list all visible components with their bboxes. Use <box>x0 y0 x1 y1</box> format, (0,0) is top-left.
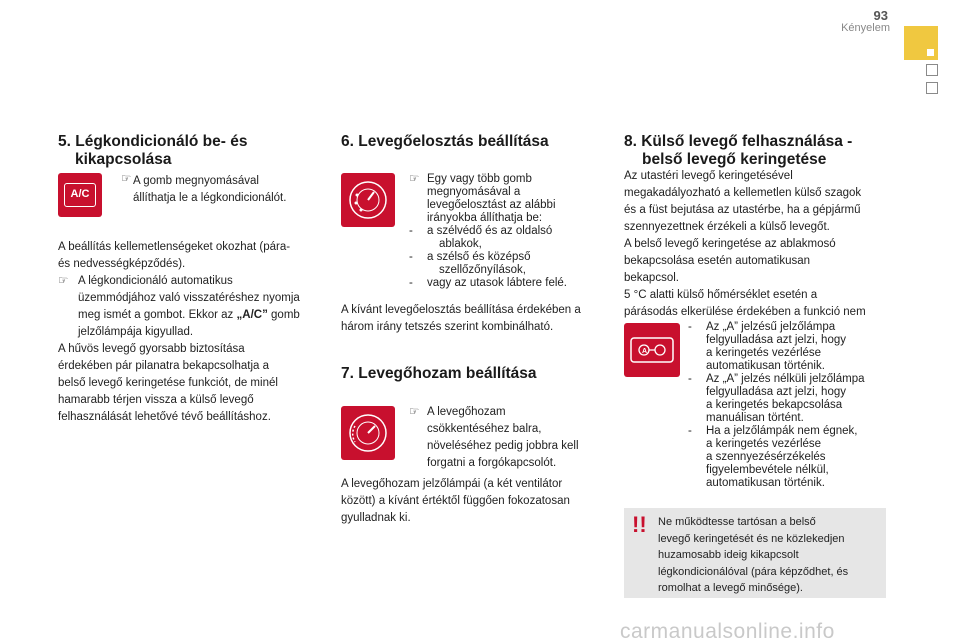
section6-heading: 6. Levegőelosztás beállítása <box>341 133 549 150</box>
hand-pointer-icon: ☞ <box>409 173 420 185</box>
warning-exclamation-icon: !! <box>632 512 647 537</box>
air-distribution-dial-icon <box>341 173 395 227</box>
section5-body: A beállítás kellemetlenségeket okozhat (pára- és nedvességképződés). ☞ A légkondicionáló automatikus üzemmódjához való visszatéréshez nyomja meg ismét a gombot. Ekkor az „A/C” gomb jelzőlámpája kigyullad. A hűvös levegő gyorsabb biztosítása érdekében pár pilanatra bekapcsolhatja a belső levegő keringetése funkciót, de minél hamarabb térjen vissza a külső levegő felhasználását lehetővé tévő beállításhoz. <box>58 241 300 423</box>
page-number: 93 <box>873 8 888 23</box>
warning-text: Ne működtesse tartósan a belső levegő keringetését és ne közlekedjen huzamosabb ideig kikapcsolt légkondicionálóval (pára képződhet, és romolhat a levegő minősége). <box>658 516 849 594</box>
section6-bullet: ☞ Egy vagy több gomb megnyomásával a levegőelosztást az alábbi irányokba állíthatja be: - a szélvédő és az oldalsó ablakok, - a szélső és középső szellőzőnyílások, - vagy az utasok lábtere felé. <box>409 173 599 290</box>
chapter-tab-marker <box>904 26 938 60</box>
list-item: - Ha a jelzőlámpák nem égnek, a keringetés vezérlése a szennyezésérzékelés figyelembevétele nélkül, automatikusan történik. <box>688 425 858 489</box>
list-item: - vagy az utasok lábtere felé. <box>409 277 567 289</box>
hand-pointer-icon: ☞ <box>121 173 132 185</box>
svg-text:A: A <box>642 348 648 355</box>
section6-body: A kívánt levegőelosztás beállítása érdekében a három irány tetszés szerint kombinálható. <box>341 304 581 333</box>
section7-heading: 7. Levegőhozam beállítása <box>341 365 537 382</box>
tab-box-2 <box>926 82 938 94</box>
air-recirculation-icon <box>624 323 680 377</box>
list-item: - Az „A” jelzés nélküli jelzőlámpa felgyulladása azt jelzi, hogy a keringetés bekapcsolása manuálisan történt. <box>688 373 865 424</box>
section8-body: Az utastéri levegő keringetésével megakadályozható a kellemetlen külső szagok és a füst bejutása az utastérbe, ha a gépjármű szennyezettnek érzékeli a külső levegőt. A belső levegő keringetése az ablakmosó bekapcsolása esetén automatikusan bekapcsol. 5 °C alatti külső hőmérséklet esetén a párásodás elkerülése érdekében a funkció nem <box>624 170 866 318</box>
chapter-title: Kényelem <box>841 22 890 34</box>
warning-note <box>624 508 886 598</box>
air-flow-dial-icon <box>341 406 395 460</box>
list-item: - Az „A” jelzésű jelzőlámpa felgyulladása azt jelzi, hogy a keringetés vezérlése automatikusan történik. <box>688 321 846 372</box>
list-item: - a szélvédő és az oldalsó ablakok, <box>409 225 553 250</box>
hand-pointer-icon: ☞ <box>58 275 69 287</box>
ac-button-icon <box>58 173 102 217</box>
watermark: carmanualsonline.info <box>620 620 835 643</box>
section7-bullet: ☞ A levegőhozam csökkentéséhez balra, növeléséhez pedig jobbra kell forgatni a forgókapcsolót. <box>409 404 599 472</box>
section7-body: A levegőhozam jelzőlámpái (a két ventilátor között) a kívánt értéktől függően fokozatosan gyulladnak ki. <box>341 478 570 524</box>
section5-heading: 5. Légkondicionáló be- és kikapcsolása <box>58 133 248 168</box>
section8-list <box>688 321 888 490</box>
tab-box-1 <box>926 64 938 76</box>
hand-pointer-icon: ☞ <box>409 406 420 418</box>
section5-bullet1: ☞ A gomb megnyomásával állíthatja le a légkondicionálót. <box>121 173 321 207</box>
section8-heading: 8. Külső levegő felhasználása - belső levegő keringetése <box>624 133 853 168</box>
list-item: - a szélső és középső szellőzőnyílások, <box>409 251 531 276</box>
ac-label: A/C <box>64 183 96 207</box>
